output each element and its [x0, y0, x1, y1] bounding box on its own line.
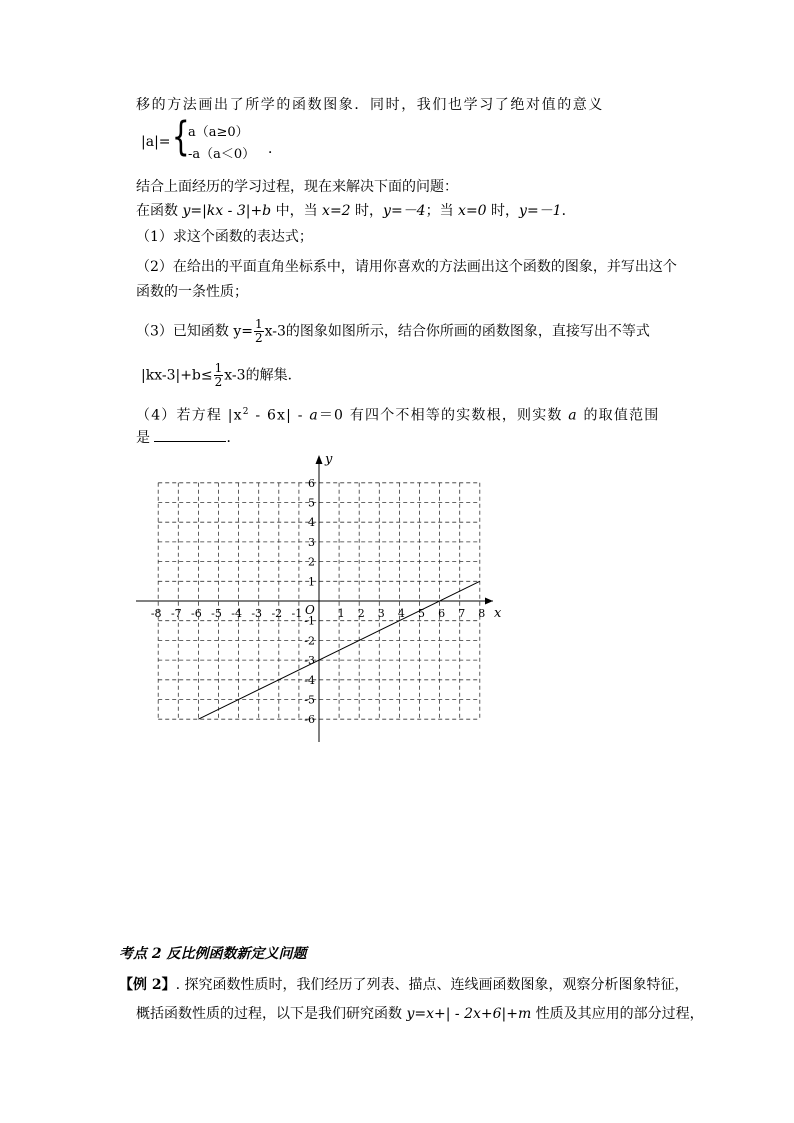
- intro-line: 移的方法画出了所学的函数图象．同时，我们也学习了绝对值的意义: [136, 97, 604, 113]
- answer-blank[interactable]: [154, 428, 226, 442]
- tick-label: 4: [308, 516, 315, 530]
- abs-case-negative: -a（a＜0）: [188, 147, 256, 162]
- q4-line2-pre: 是: [136, 430, 150, 446]
- q4-pre: （4）若方程 |x: [136, 407, 243, 424]
- ineq-pre: |kx-3|+b≤: [141, 367, 213, 384]
- coordinate-graph: [0, 450, 794, 750]
- question-2-line2: 函数的一条性质；: [136, 284, 248, 300]
- tick-label: 1: [337, 607, 345, 620]
- q3-frac-num: 1: [255, 317, 263, 331]
- question-2-line1: （2）在给出的平面直角坐标系中，请用你喜欢的方法画出这个函数的图象，并写出这个: [136, 259, 677, 275]
- q4-post: ＝0 有四个不相等的实数根，则实数: [318, 407, 563, 424]
- tick-label: -2: [271, 607, 283, 620]
- tick-label: -3: [304, 654, 315, 668]
- problem-end: ．: [561, 203, 576, 219]
- tick-label: -6: [304, 713, 315, 727]
- lead-line: 结合上面经历的学习过程，现在来解决下面的问题：: [136, 179, 458, 195]
- abs-case-positive: a（a≥0）: [188, 125, 249, 140]
- tick-label: 3: [377, 607, 385, 620]
- section-heading: 考点 2 反比例函数新定义问题: [119, 946, 307, 962]
- q4-var: a: [309, 407, 319, 424]
- left-brace: {: [171, 114, 190, 160]
- tick-label: -5: [304, 693, 315, 707]
- problem-statement: [136, 202, 576, 220]
- y-axis-label: y: [325, 452, 333, 467]
- tick-label: 2: [357, 607, 365, 620]
- example-line1-text: . 探究函数性质时，我们经历了列表、描点、连线画函数图象，观察分析图象特征，: [175, 977, 689, 993]
- question-3: [136, 318, 650, 345]
- tick-label: -3: [251, 607, 263, 620]
- example-2-line1: [119, 976, 689, 994]
- x-axis-arrow: [485, 598, 493, 605]
- problem-function: y=|kx - 3|+b: [182, 203, 272, 219]
- problem-mid2: 时，: [350, 203, 384, 219]
- problem-value1: y=－4: [383, 203, 426, 219]
- problem-mid4: 时，: [486, 203, 520, 219]
- q4-line2-post: ．: [226, 430, 241, 446]
- example-line2-pre: 概括函数性质的过程，以下是我们研究函数: [136, 1006, 407, 1022]
- question-4-line2: [136, 428, 240, 447]
- tick-label: 4: [397, 607, 405, 620]
- q4-mid: - 6x| -: [249, 407, 310, 424]
- tick-label: -5: [211, 607, 222, 620]
- abs-definition-end: ．: [268, 141, 282, 157]
- tick-label: 5: [418, 607, 425, 620]
- tick-label: -1: [291, 607, 303, 620]
- ineq-frac-num: 1: [214, 361, 223, 375]
- question-3-inequality: [141, 362, 302, 389]
- q3-fraction: [254, 318, 264, 345]
- q3-frac-den: 2: [255, 331, 263, 345]
- tick-label: -1: [304, 614, 315, 628]
- tick-label: 2: [308, 555, 315, 569]
- tick-label: -7: [170, 607, 182, 620]
- abs-definition-lhs: |a|=: [141, 134, 171, 150]
- q4-var2: a: [568, 407, 578, 424]
- q4-post2: 的取值范围: [583, 407, 660, 424]
- q3-post: x-3的图象如图所示，结合你所画的函数图象，直接写出不等式: [264, 323, 650, 340]
- problem-condition2: x=0: [458, 203, 487, 219]
- tick-label: -2: [304, 634, 315, 648]
- tick-label: 8: [478, 607, 486, 620]
- tick-label: -8: [150, 607, 162, 620]
- y-axis-arrow: [316, 455, 323, 464]
- x-axis-label: x: [494, 606, 502, 621]
- tick-label: 5: [308, 496, 315, 510]
- problem-mid3: ；当: [425, 203, 459, 219]
- tick-label: -6: [191, 607, 202, 620]
- q3-pre: （3）已知函数 y=: [136, 323, 253, 340]
- origin-label: O: [305, 603, 315, 617]
- example-function: y=x+| - 2x+6|+m: [406, 1006, 532, 1022]
- ineq-frac-den: 2: [214, 375, 223, 389]
- tick-label: -4: [304, 673, 315, 687]
- tick-label: 3: [308, 535, 315, 549]
- ineq-fraction: [214, 362, 224, 389]
- question-4: [136, 403, 659, 425]
- problem-mid1: 中，当: [271, 203, 323, 219]
- example-tag: 【例 2】: [119, 977, 176, 993]
- problem-condition1: x=2: [322, 203, 351, 219]
- tick-label: 6: [438, 607, 446, 620]
- question-1: （1）求这个函数的表达式；: [136, 229, 313, 245]
- tick-label: 7: [458, 607, 466, 620]
- problem-value2: y=－1: [519, 203, 562, 219]
- tick-label: 6: [308, 476, 315, 490]
- ineq-post: x-3的解集．: [224, 367, 302, 384]
- example-line2-post: 性质及其应用的部分过程，: [531, 1006, 704, 1022]
- q4-sup: 2: [242, 407, 250, 417]
- tick-label: 1: [308, 575, 315, 589]
- problem-pre: 在函数: [136, 203, 183, 219]
- example-2-line2: [136, 1005, 704, 1023]
- tick-label: -4: [231, 607, 242, 620]
